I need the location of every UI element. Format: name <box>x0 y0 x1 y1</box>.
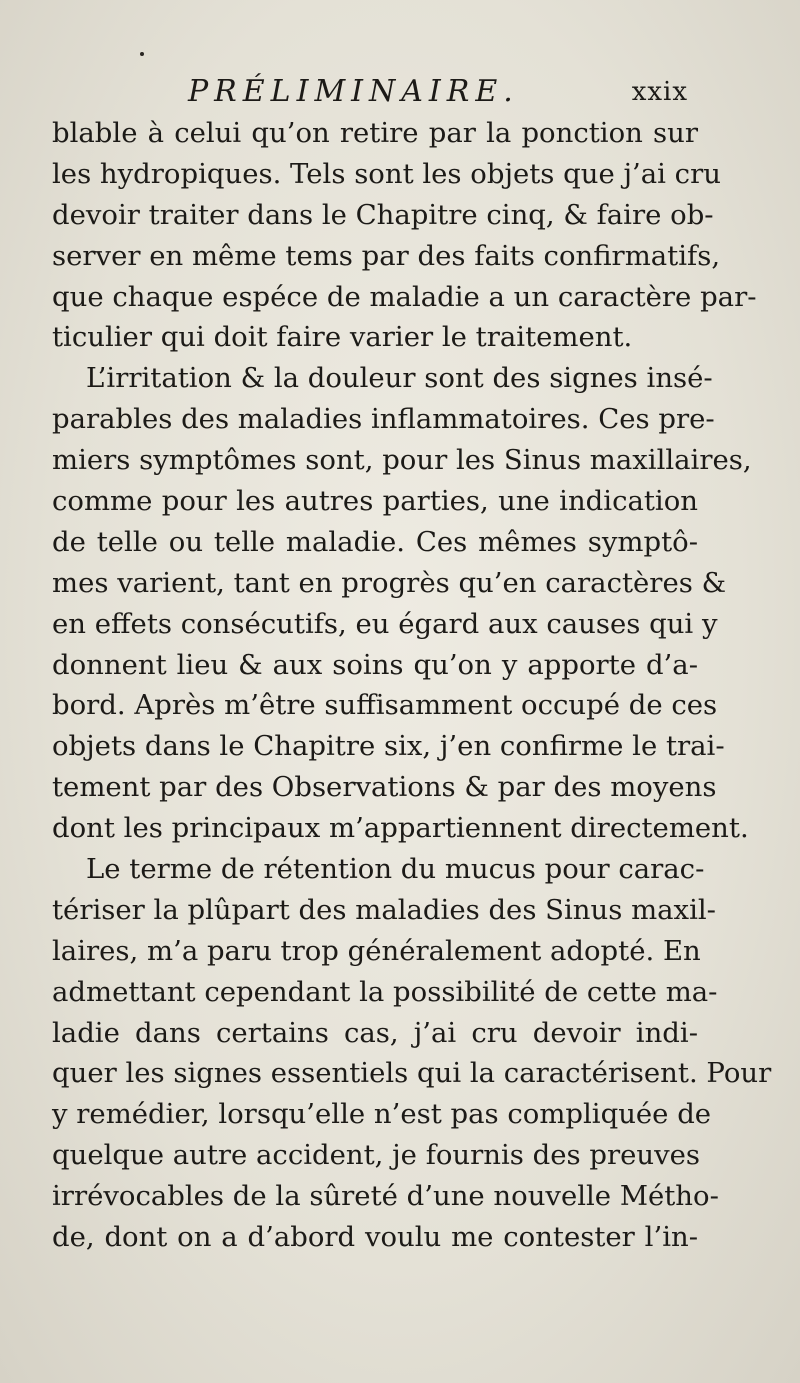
body-text <box>52 113 772 1258</box>
text-line: ticulier qui doit faire varier le traitement. <box>52 321 633 354</box>
text-line: admettant cependant la possibilité de cette ma- <box>52 975 718 1008</box>
text-line: en effets consécutifs, eu égard aux causes qui y <box>52 607 718 640</box>
text-line: quer les signes essentiels qui la caractérisent. Pour <box>52 1057 772 1090</box>
text-line: ladie dans certains cas, j’ai cru devoir indi- <box>52 1016 698 1049</box>
text-line: tériser la plûpart des maladies des Sinus maxil- <box>52 893 716 926</box>
paragraph-start-line: Le terme de rétention du mucus pour carac- <box>86 853 705 886</box>
text-line: objets dans le Chapitre six, j’en confirme le trai- <box>52 730 725 763</box>
text-line: miers symptômes sont, pour les Sinus maxillaires, <box>52 444 752 477</box>
page-number: xxix <box>631 77 688 107</box>
text-line: server en même tems par des faits confirmatifs, <box>52 239 721 272</box>
text-line: donnent lieu & aux soins qu’on y apporte d’a- <box>52 648 698 681</box>
text-line: les hydropiques. Tels sont les objets que j’ai cru <box>52 157 721 190</box>
text-line: quelque autre accident, je fournis des preuves <box>52 1139 701 1172</box>
text-line: y remédier, lorsqu’elle n’est pas compliquée de <box>52 1098 712 1131</box>
ink-speck <box>140 52 144 56</box>
text-line: que chaque espéce de maladie a un caractère par- <box>52 280 757 313</box>
text-line: blable à celui qu’on retire par la ponction sur <box>52 117 698 149</box>
text-line: laires, m’a paru trop généralement adopté. En <box>52 934 701 967</box>
page-header <box>0 72 800 112</box>
text-line: parables des maladies inflammatoires. Ces pre- <box>52 403 715 436</box>
paragraph-start-line: L’irritation & la douleur sont des signes insé- <box>86 362 713 395</box>
running-head: PRÉLIMINAIRE. <box>188 74 519 109</box>
text-line: de telle ou telle maladie. Ces mêmes symptô- <box>52 525 698 558</box>
text-line: devoir traiter dans le Chapitre cinq, & faire ob- <box>52 198 714 231</box>
text-line: comme pour les autres parties, une indication <box>52 485 698 518</box>
text-line: bord. Après m’être suffisamment occupé de ces <box>52 689 718 722</box>
text-line: de, dont on a d’abord voulu me contester l’in- <box>52 1221 698 1254</box>
text-line: irrévocables de la sûreté d’une nouvelle Métho- <box>52 1180 719 1213</box>
text-line: dont les principaux m’appartiennent directement. <box>52 812 749 845</box>
text-line: mes varient, tant en progrès qu’en caractères & <box>52 566 727 599</box>
text-line: tement par des Observations & par des moyens <box>52 771 717 804</box>
